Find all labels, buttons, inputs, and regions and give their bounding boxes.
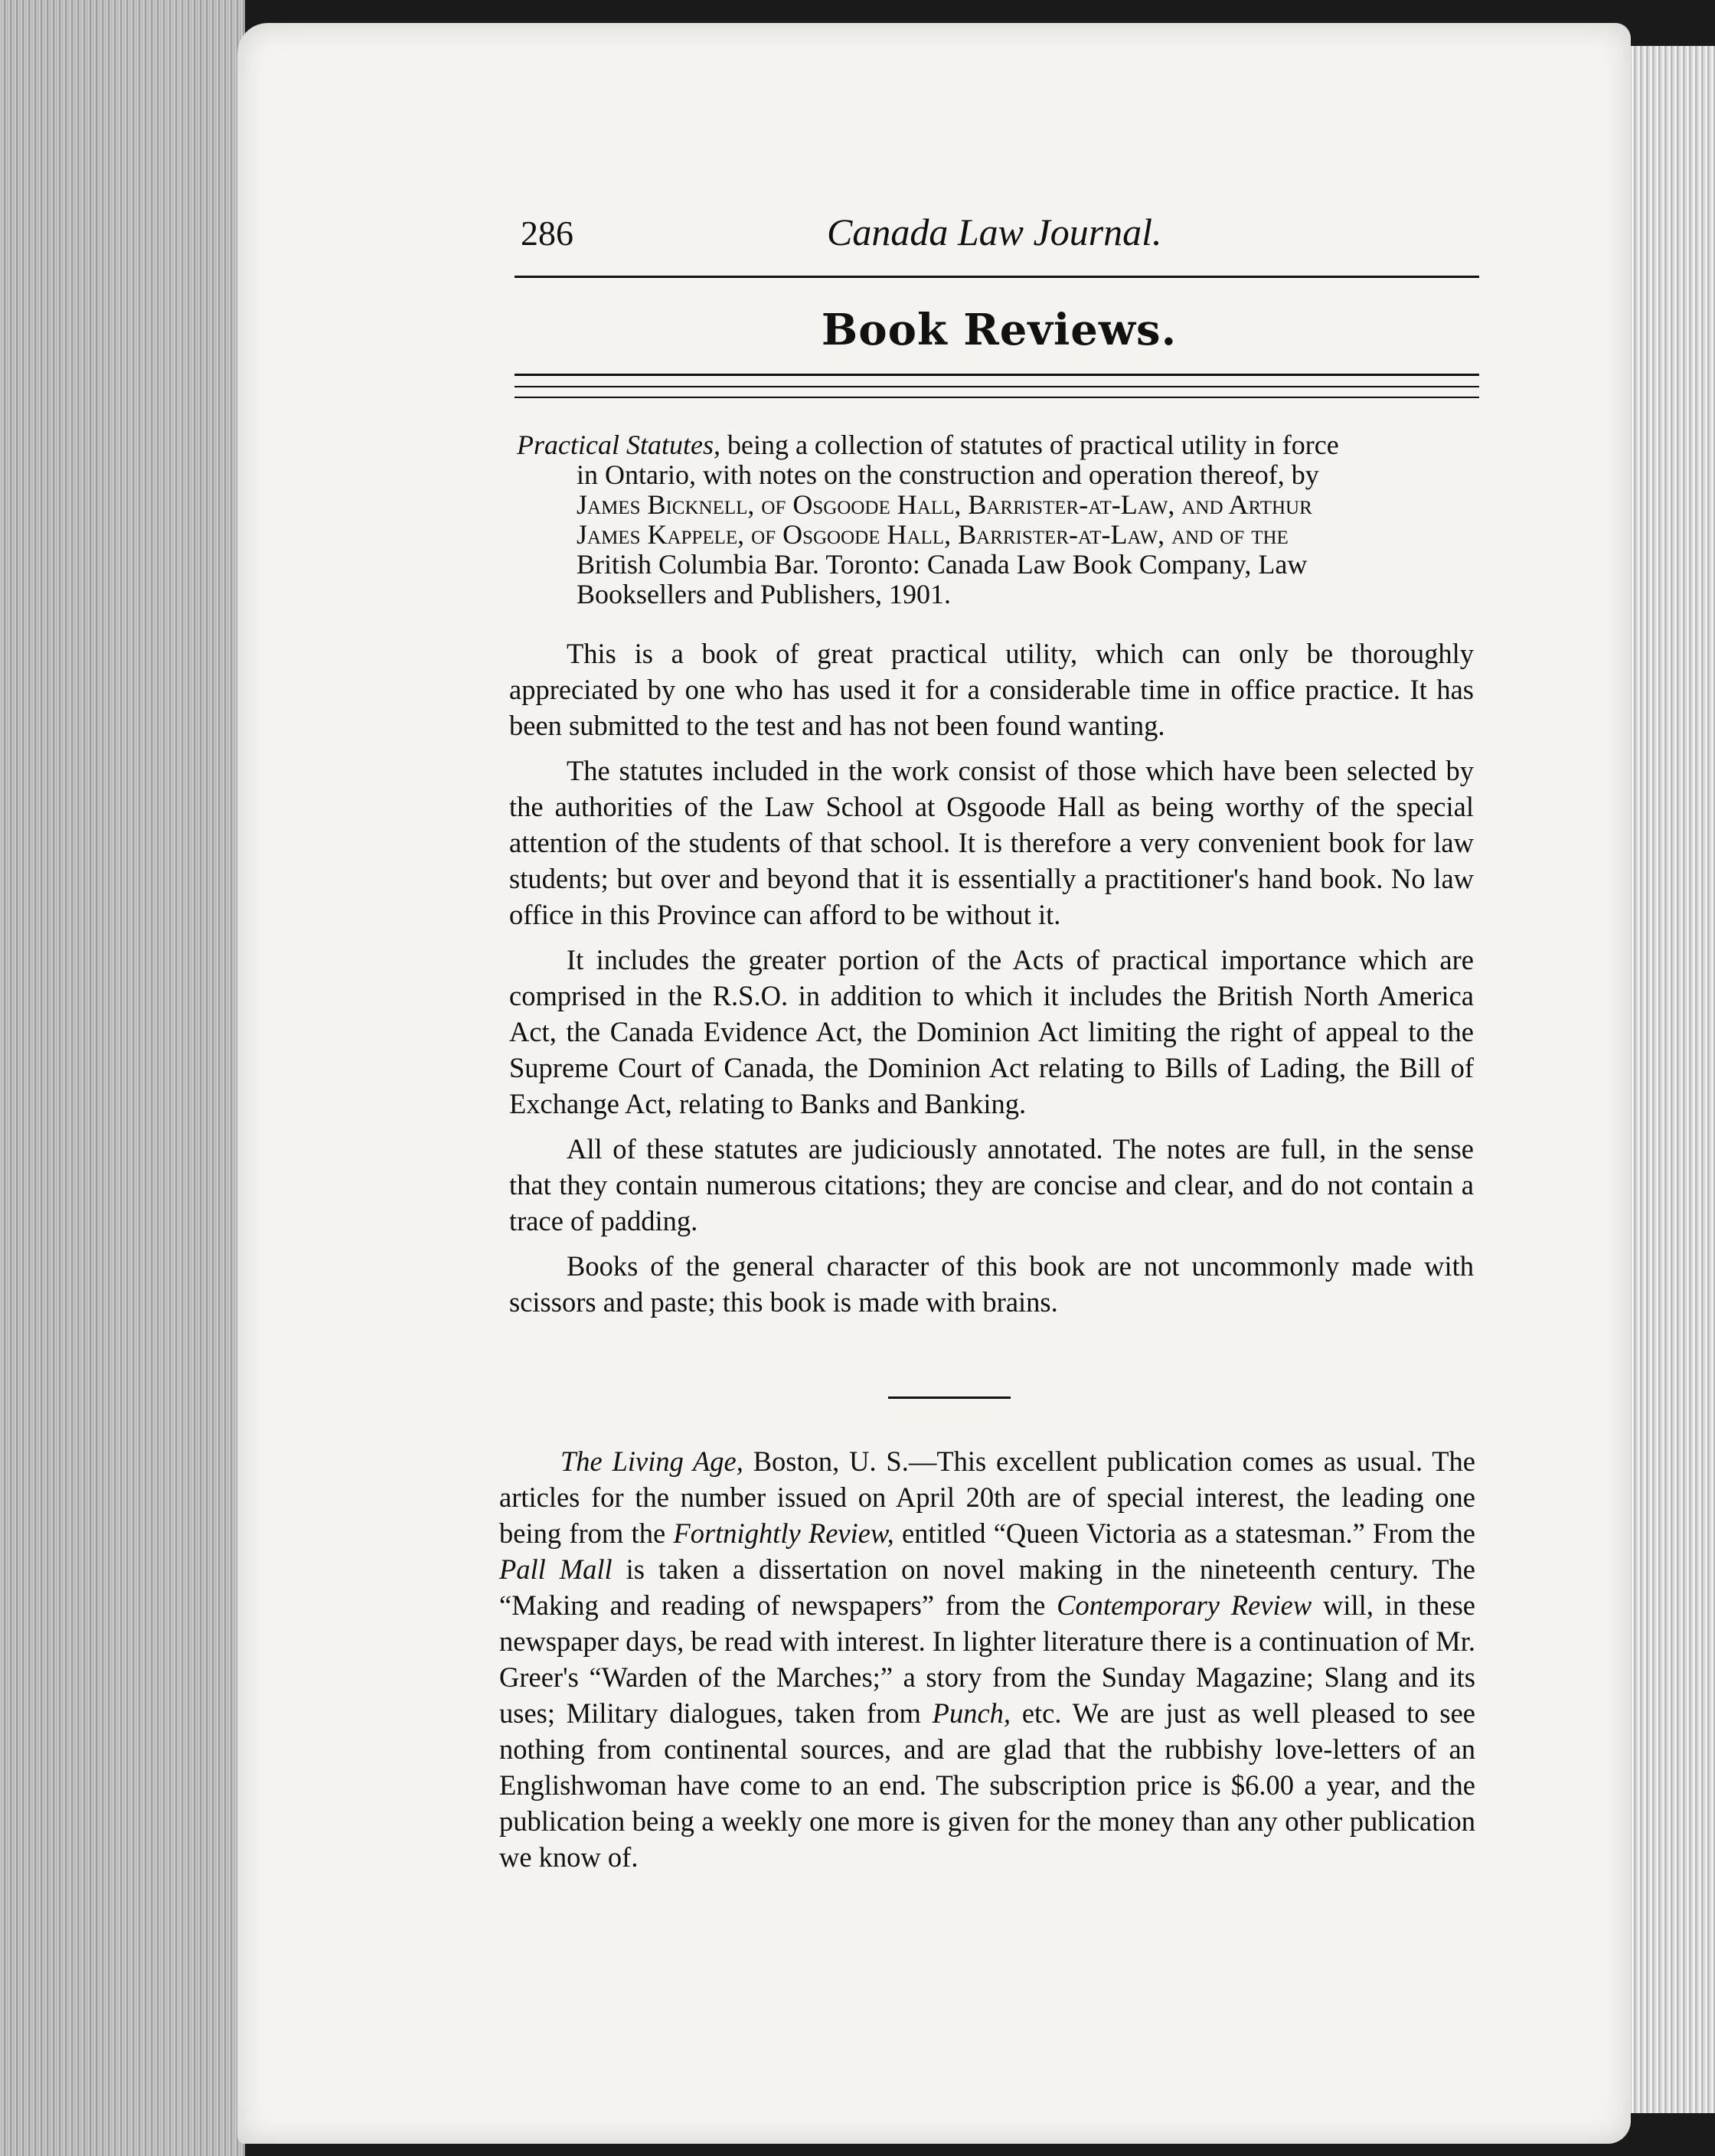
running-header (521, 205, 1478, 266)
punch-title: Punch, (932, 1697, 1011, 1729)
review-paragraph: It includes the greater portion of the Acts of practical importance which are comprised in the R.S.O. in addition to which it includes the British North America Act, the Canada Evidence Act, the Dominion Act limiting the right of appeal to the Supreme Court of Canada, the Dominion Act relating to Bills of Lading, the Bill of Exchange Act, relating to Banks and Banking. (509, 944, 1474, 1119)
review-paragraph: The statutes included in the work consist of those which have been selected by the authorities of the Law School at Osgoode Hall as being worthy of the special attention of the students of that school. It is therefore a very convenient book for law students; but over and beyond that it is essentially a practitioner's hand book. No law office in this Province can afford to be without it. (509, 755, 1474, 930)
journal-title: Canada Law Journal. (827, 211, 1162, 253)
text-segment: is taken a dissertation on novel making in the nineteenth century. The “Making and reading of newspapers” from the (499, 1553, 1475, 1621)
review-paragraph: This is a book of great practical utility, which can only be thoroughly appreciated by one who has used it for a considerable time in office practice. It has been submitted to the test and has not been found wanting. (509, 638, 1474, 741)
citation-line: British Columbia Bar. Toronto: Canada Law Book Company, Law (577, 549, 1308, 580)
title-rule-top (514, 374, 1479, 376)
page-stack-edge-left (0, 0, 245, 2156)
living-age-review (499, 1443, 1475, 1875)
citation-line: in Ontario, with notes on the construction and operation thereof, by (577, 459, 1319, 490)
text-segment: etc. We are just as well pleased to see nothing from continental sources, and are glad that the rubbishy love-letters of an Englishwoman have come to an end. The subscription price is $6.00 a year, and the publication being a weekly one more is given for the money than any other publication we know of. (499, 1697, 1475, 1873)
text-segment: Boston, U. S.—This excellent publication comes as usual. The articles for the number issued on April 20th are of special interest, the leading one being from the (499, 1446, 1475, 1549)
contemporary-review-title: Contemporary Review (1057, 1589, 1312, 1621)
citation-line: James Kappele, of Osgoode Hall, Barrister-at-Law, and of the (577, 519, 1289, 550)
section-title: Book Reviews. (821, 305, 1178, 355)
review-body (509, 635, 1474, 1329)
section-divider (888, 1396, 1011, 1399)
fortnightly-review-title: Fortnightly Review, (673, 1517, 894, 1549)
text-segment: entitled “Queen Victoria as a statesman.” From the (893, 1517, 1475, 1549)
book-title: Practical Statutes, (517, 430, 720, 460)
page-stack-edge-right (1631, 46, 1715, 2113)
title-rule-thin (514, 397, 1479, 398)
text-segment: will, in these newspaper days, be read with interest. In lighter literature there is a continuation of Mr. Greer's “Warden of the Marches;” a story from the Sunday Magazine; Slang and its uses; Military dialogues, taken from (499, 1589, 1475, 1729)
citation-line-1 (517, 430, 1478, 460)
title-rule-bottom (514, 386, 1479, 387)
citation-line: James Bicknell, of Osgoode Hall, Barrister-at-Law, and Arthur (577, 489, 1312, 520)
page-number: 286 (521, 214, 573, 253)
book-citation (517, 430, 1478, 609)
review-paragraph: All of these statutes are judiciously annotated. The notes are full, in the sense that they contain numerous citations; they are concise and clear, and do not contain a trace of padding. (509, 1133, 1474, 1236)
citation-line-1-rest: being a collection of statutes of practical utility in force (727, 430, 1339, 460)
review-paragraph: Books of the general character of this book are not uncommonly made with scissors and paste; this book is made with brains. (509, 1250, 1474, 1318)
citation-line: Booksellers and Publishers, 1901. (577, 579, 951, 609)
living-age-title: The Living Age, (560, 1446, 743, 1477)
living-age-paragraph (499, 1443, 1475, 1875)
header-rule (514, 276, 1479, 278)
pall-mall-title: Pall Mall (499, 1553, 612, 1585)
